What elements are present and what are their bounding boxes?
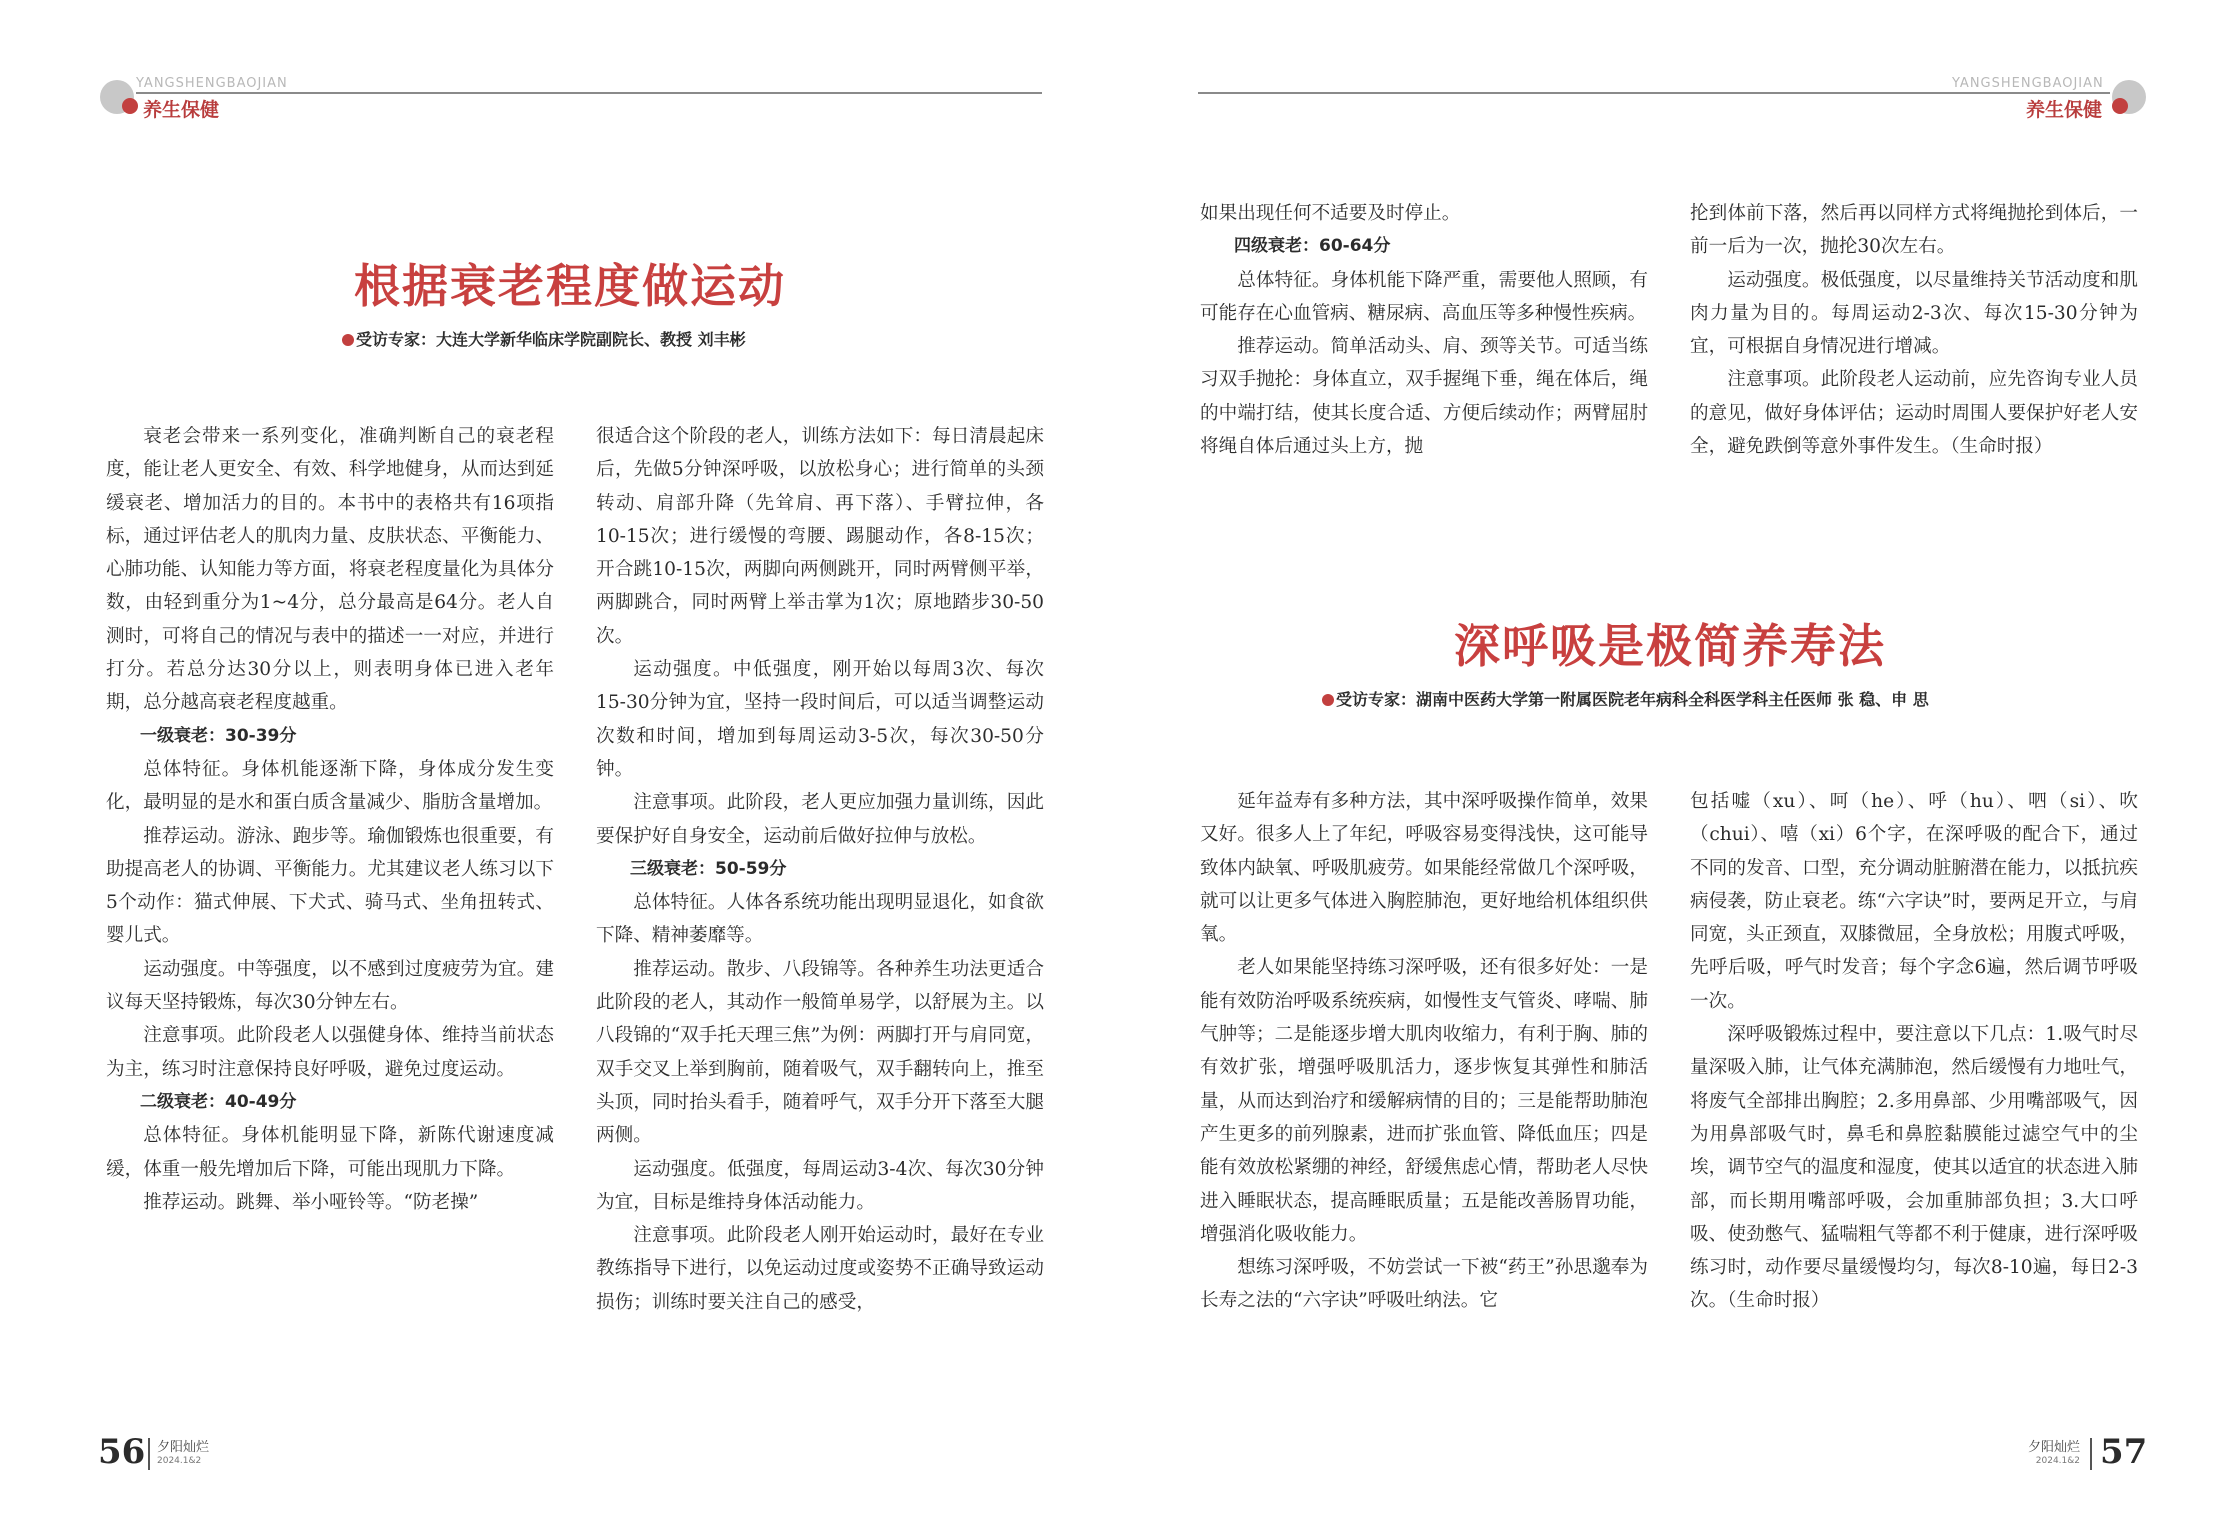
- paragraph: 推荐运动。跳舞、举小哑铃等。“防老操”: [143, 1191, 479, 1213]
- paragraph: 运动强度。低强度，每周运动3-4次、每次30分钟为宜，目标是维持身体活动能力。: [596, 1158, 1044, 1213]
- article2-expert-text: 受访专家：湖南中医药大学第一附属医院老年病科全科医学科主任医师 张 稳、申 思: [1336, 690, 1929, 709]
- article1-title: 根据衰老程度做运动: [354, 259, 786, 313]
- footer-right-divider: [2090, 1438, 2092, 1470]
- paragraph: 想练习深呼吸，不妨尝试一下被“药王”孙思邈奉为长寿之法的“六字诀”呼吸吐纳法。它: [1200, 1257, 1648, 1312]
- paragraph: 推荐运动。游泳、跑步等。瑜伽锻炼也很重要，有助提高老人的协调、平衡能力。尤其建议老人练习以下5个动作：猫式伸展、下犬式、骑马式、坐角扭转式、婴儿式。: [106, 825, 554, 947]
- article2-title: 深呼吸是极简养寿法: [1454, 619, 1886, 673]
- footer-right-magazine-name: 夕阳灿烂: [2028, 1440, 2081, 1455]
- paragraph: 衰老会带来一系列变化，准确判断自己的衰老程度，能让老人更安全、有效、科学地健身，从而达到延缓衰老、增加活力的目的。本书中的表格共有16项指标，通过评估老人的肌肉力量、皮肤状态、平衡能力、心肺功能、认知能力等方面，将衰老程度量化为具体分数，由轻到重分为1~4分，总分最高是64分。老人自测时，可将自己的情况与表中的描述一一对应，并进行打分。若总分达30分以上，则表明身体已进入老年期，总分越高衰老程度越重。: [106, 426, 554, 714]
- paragraph: 推荐运动。简单活动头、肩、颈等关节。可适当练习双手抛抡：身体直立，双手握绳下垂，绳在体后，绳的中端打结，使其长度合适、方便后续动作；两臂屈肘将绳自体后通过头上方，抛: [1200, 336, 1648, 458]
- article1-expert: [342, 327, 746, 350]
- header-right-rule: [1198, 92, 2110, 94]
- paragraph: 运动强度。中等强度，以不感到过度疲劳为宜。建议每天坚持锻炼，每次30分钟左右。: [106, 958, 554, 1014]
- footer-left-magazine: [157, 1440, 209, 1467]
- header-right-pinyin: YANGSHENGBAOJIAN: [1952, 76, 2104, 91]
- article2-expert: [1322, 687, 1929, 710]
- article1-column-4: [1690, 197, 2138, 507]
- footer-left-issue: 2024.1&2: [157, 1456, 202, 1466]
- paragraph: 注意事项。此阶段老人以强健身体、维持当前状态为主，练习时注意保持良好呼吸，避免过度运动。: [106, 1025, 554, 1080]
- paragraph-continued: 很适合这个阶段的老人，训练方法如下：每日清晨起床后，先做5分钟深呼吸，以放松身心；进行简单的头颈转动、肩部升降（先耸肩、再下落）、手臂拉伸，各10-15次；进行缓慢的弯腰、踢腿动作，各8-15次；开合跳10-15次，两脚向两侧跳开，同时两臂侧平举，两脚跳合，同时两臂上举击掌为1次；原地踏步30-50次。: [596, 426, 1044, 647]
- paragraph-continued: 如果出现任何不适要及时停止。: [1200, 203, 1461, 224]
- paragraph: 注意事项。此阶段老人刚开始运动时，最好在专业教练指导下进行，以免运动过度或姿势不正确导致运动损伤；训练时要关注自己的感受，: [596, 1225, 1044, 1313]
- header-left-section: 养生保健: [143, 99, 220, 121]
- paragraph: 推荐运动。散步、八段锦等。各种养生功法更适合此阶段的老人，其动作一般简单易学，以舒展为主。以八段锦的“双手托天理三焦”为例：两脚打开与肩同宽，双手交叉上举到胸前，随着吸气，双手翻转向上，推至头顶，同时抬头看手，随着呼气，双手分开下落至大腿两侧。: [596, 958, 1044, 1147]
- paragraph: 总体特征。身体机能明显下降，新陈代谢速度减缓，体重一般先增加后下降，可能出现肌力下降。: [106, 1125, 554, 1180]
- section-subheading: 四级衰老：60-64分: [1234, 236, 1391, 257]
- paragraph: 延年益寿有多种方法，其中深呼吸操作简单，效果又好。很多人上了年纪，呼吸容易变得浅快，这可能导致体内缺氧、呼吸肌疲劳。如果能经常做几个深呼吸，就可以让更多气体进入胸腔肺泡，更好地给机体组织供氧。: [1200, 791, 1648, 946]
- paragraph: 运动强度。中低强度，刚开始以每周3次、每次15-30分钟为宜，坚持一段时间后，可以适当调整运动次数和时间，增加到每周运动3-5次，每次30-50分钟。: [596, 659, 1044, 780]
- paragraph-continued: 抡到体前下落，然后再以同样方式将绳抛抡到体后，一前一后为一次，抛抡30次左右。: [1690, 203, 2138, 258]
- footer-right-magazine: [2028, 1440, 2080, 1467]
- page-number-right: 57: [2100, 1432, 2148, 1472]
- header-right-red-dot: [2112, 98, 2128, 114]
- header-right-section: 养生保健: [2026, 99, 2103, 121]
- paragraph: 总体特征。人体各系统功能出现明显退化，如食欲下降、精神萎靡等。: [596, 892, 1044, 947]
- paragraph: 总体特征。身体机能逐渐下降，身体成分发生变化，最明显的是水和蛋白质含量减少、脂肪含量增加。: [106, 758, 554, 814]
- page-number-left: 56: [98, 1432, 146, 1472]
- paragraph: 注意事项。此阶段老人运动前，应先咨询专业人员的意见，做好身体评估；运动时周围人要保护好老人安全，避免跌倒等意外事件发生。（生命时报）: [1690, 369, 2138, 458]
- paragraph-continued: 包括嘘（xu）、呵（he）、呼（hu）、呬（si）、吹（chui）、嘻（xi）6个字，在深呼吸的配合下，通过不同的发音、口型，充分调动脏腑潜在能力，以抵抗疾病侵袭，防止衰老。练“六字诀”时，要两足开立，与肩同宽，头正颈直，双膝微屈，全身放松；用腹式呼吸，先呼后吸，呼气时发音；每个字念6遍，然后调节呼吸一次。: [1690, 791, 2138, 1012]
- paragraph: 老人如果能坚持练习深呼吸，还有很多好处：一是能有效防治呼吸系统疾病，如慢性支气管炎、哮喘、肺气肿等；二是能逐步增大肌肉收缩力，有利于胸、肺的有效扩张，增强呼吸肌活力，逐步恢复其弹性和肺活量，从而达到治疗和缓解病情的目的；三是能帮助肺泡产生更多的前列腺素，进而扩张血管、降低血压；四是能有效放松紧绷的神经，舒缓焦虑心情，帮助老人尽快进入睡眠状态，提高睡眠质量；五是能改善肠胃功能，增强消化吸收能力。: [1200, 957, 1648, 1245]
- expert-bullet-icon: [342, 334, 354, 346]
- article1-column-3: [1200, 197, 1648, 507]
- expert-bullet-icon: [1322, 694, 1334, 706]
- paragraph: 注意事项。此阶段，老人更应加强力量训练，因此要保护好自身安全，运动前后做好拉伸与放松。: [596, 792, 1044, 847]
- footer-right-issue: 2024.1&2: [2035, 1456, 2081, 1466]
- article1-column-1: [106, 420, 554, 1365]
- article2-column-2: [1690, 785, 2138, 1365]
- paragraph: 运动强度。极低强度，以尽量维持关节活动度和肌肉力量为目的。每周运动2-3次、每次15-30分钟为宜，可根据自身情况进行增减。: [1690, 269, 2138, 358]
- section-subheading: 三级衰老：50-59分: [630, 858, 787, 879]
- article1-expert-text: 受访专家：大连大学新华临床学院副院长、教授 刘丰彬: [356, 330, 746, 349]
- footer-left-divider: [148, 1438, 150, 1470]
- paragraph: 总体特征。身体机能下降严重，需要他人照顾，有可能存在心血管病、糖尿病、高血压等多种慢性疾病。: [1200, 269, 1648, 324]
- article2-column-1: [1200, 785, 1648, 1365]
- section-subheading: 二级衰老：40-49分: [140, 1091, 297, 1112]
- header-left-red-dot: [122, 98, 138, 114]
- section-subheading: 一级衰老：30-39分: [140, 725, 297, 746]
- header-left-pinyin: YANGSHENGBAOJIAN: [136, 76, 288, 91]
- footer-left-magazine-name: 夕阳灿烂: [157, 1440, 210, 1455]
- article1-column-2: [596, 420, 1044, 1365]
- header-left-rule: [136, 92, 1042, 94]
- paragraph: 深呼吸锻炼过程中，要注意以下几点：1.吸气时尽量深吸入肺，让气体充满肺泡，然后缓慢有力地吐气，将废气全部排出胸腔；2.多用鼻部、少用嘴部吸气，因为用鼻部吸气时，鼻毛和鼻腔黏膜能过滤空气中的尘埃，调节空气的温度和湿度，使其以适宜的状态进入肺部，而长期用嘴部呼吸，会加重肺部负担；3.大口呼吸、使劲憋气、猛喘粗气等都不利于健康，进行深呼吸练习时，动作要尽量缓慢均匀，每次8-10遍，每日2-3次。（生命时报）: [1690, 1024, 2138, 1312]
